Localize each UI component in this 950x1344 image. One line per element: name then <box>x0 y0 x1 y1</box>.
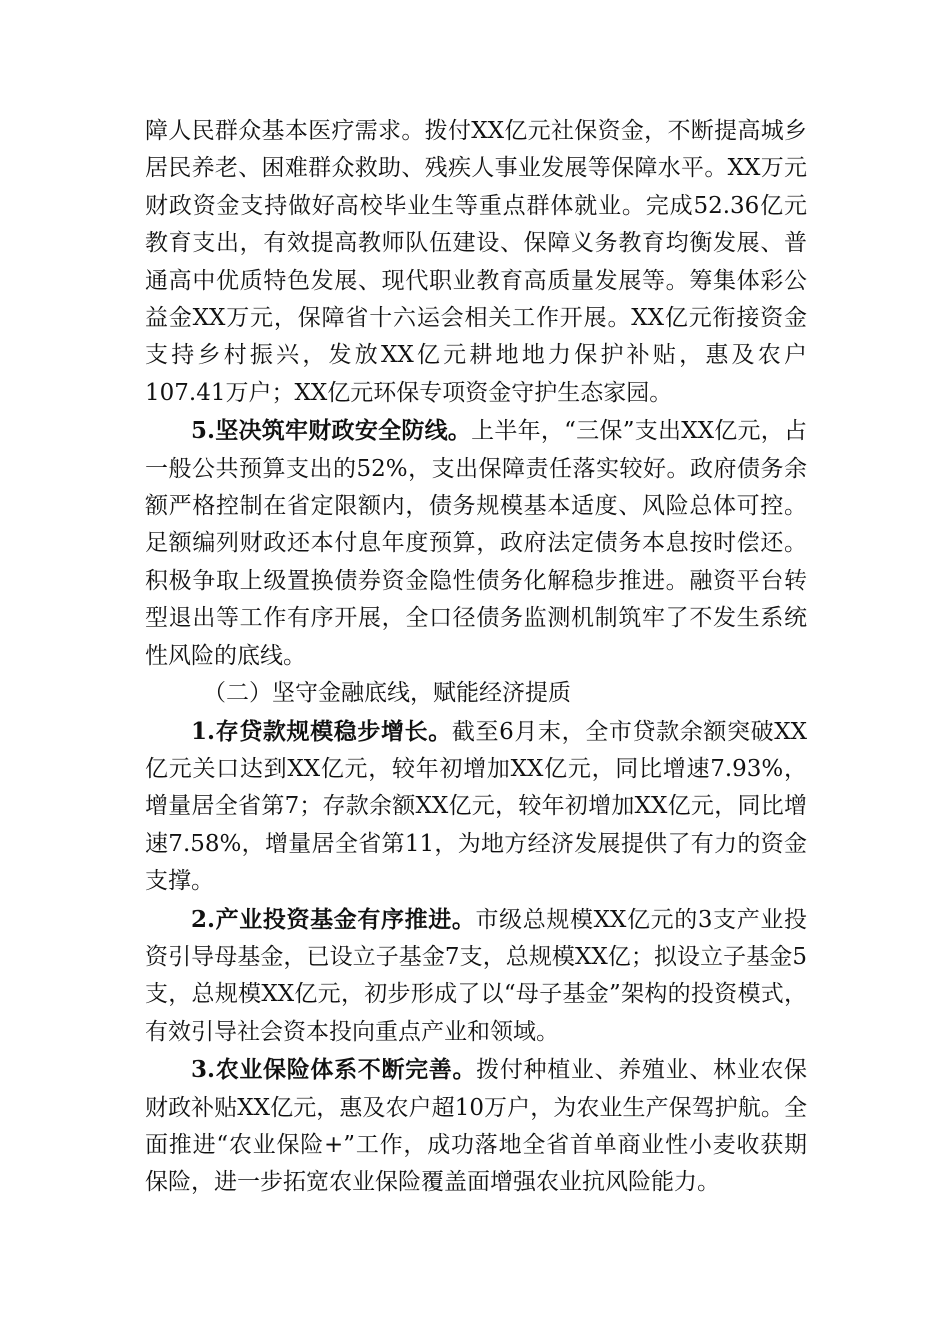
paragraph-investment-funds <box>145 901 807 1052</box>
paragraph-text: 截至6月末，全市贷款余额突破XX亿元关口达到XX亿元，较年初增加XX亿元，同比增速7.93%，增量居全省第7；存款余额XX亿元，较年初增加XX亿元，同比增速7.58%，增量居全省第11，为地方经济发展提供了有力的资金支撑。 <box>145 718 807 895</box>
paragraph-fiscal-security <box>145 412 807 675</box>
paragraph-lead-heading: 2.产业投资基金有序推进。 <box>191 905 476 933</box>
paragraph-lead-heading: 3.农业保险体系不断完善。 <box>191 1056 477 1084</box>
paragraph-lead-heading: 1.存贷款规模稳步增长。 <box>191 717 452 745</box>
paragraph-text: 市级总规模XX亿元的3支产业投资引导母基金，已设立子基金7支，总规模XX亿；拟设立子基金5支，总规模XX亿元，初步形成了以“母子基金”架构的投资模式，有效引导社会资本投向重点产业和领域。 <box>145 906 807 1045</box>
paragraph-text: 上半年，“三保”支出XX亿元，占一般公共预算支出的52%，支出保障责任落实较好。政府债务余额严格控制在省定限额内，债务规模基本适度、风险总体可控。足额编列财政还本付息年度预算，政府法定债务本息按时偿还。积极争取上级置换债券资金隐性债务化解稳步推进。融资平台转型退出等工作有序开展，全口径债务监测机制筑牢了不发生系统性风险的底线。 <box>145 418 808 669</box>
document-body <box>145 113 807 1202</box>
paragraph-text: 障人民群众基本医疗需求。拨付XX亿元社保资金，不断提高城乡居民养老、困难群众救助、残疾人事业发展等保障水平。XX万元财政资金支持做好高校毕业生等重点群体就业。完成52.36亿元教育支出，有效提高教师队伍建设、保障义务教育均衡发展、普通高中优质特色发展、现代职业教育高质量发展等。筹集体彩公益金XX万元，保障省十六运会相关工作开展。XX亿元衔接资金支持乡村振兴，发放XX亿元耕地地力保护补贴，惠及农户107.41万户；XX亿元环保专项资金守护生态家园。 <box>145 118 807 406</box>
paragraph-deposits-loans <box>145 713 807 901</box>
paragraph-text: 拨付种植业、养殖业、林业农保财政补贴XX亿元，惠及农户超10万户，为农业生产保驾护航。全面推进“农业保险+”工作，成功落地全省首单商业性小麦收获期保险，进一步拓宽农业保险覆盖面增强农业抗风险能力。 <box>145 1057 808 1196</box>
paragraph-agri-insurance <box>145 1051 807 1202</box>
paragraph-lead-heading: 5.坚决筑牢财政安全防线。 <box>191 417 472 445</box>
paragraph-continued <box>145 113 807 412</box>
section-heading: （二）坚守金融底线，赋能经济提质 <box>203 680 571 707</box>
